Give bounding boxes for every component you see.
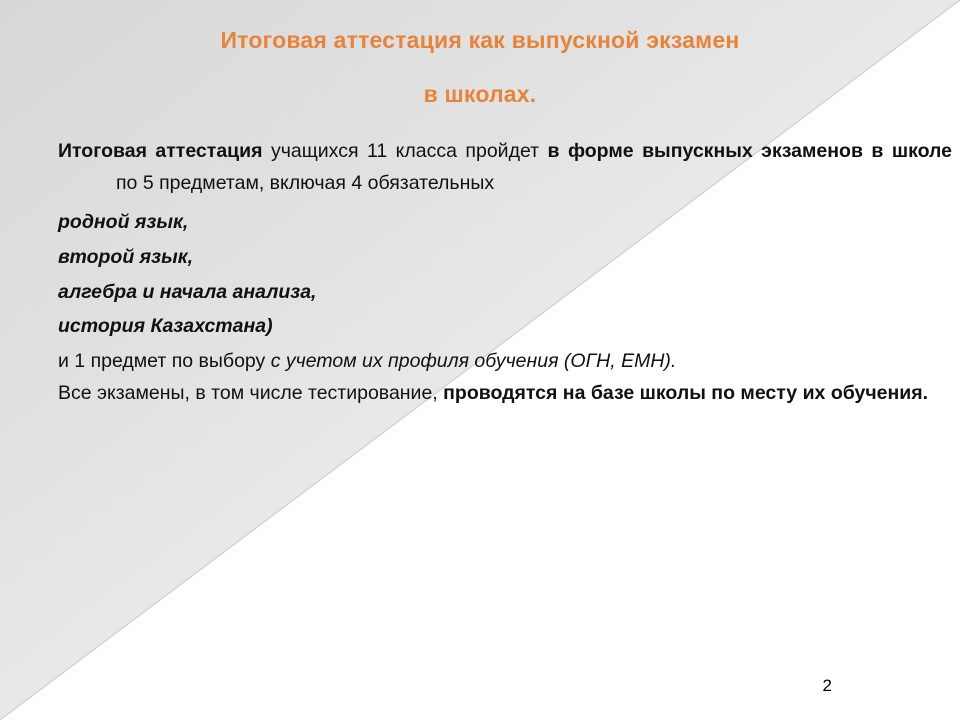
intro-bold-lead: Итоговая аттестация bbox=[58, 140, 263, 162]
subject-label: второй язык, bbox=[58, 245, 194, 268]
intro-regular-1: учащихся 11 класса пройдет bbox=[262, 140, 548, 162]
paragraph-elective bbox=[8, 346, 952, 378]
subject-label: алгебра и начала анализа, bbox=[58, 280, 317, 303]
slide-title bbox=[60, 24, 900, 112]
slide-title-line-1: Итоговая аттестация как выпускной экзамен bbox=[220, 27, 740, 53]
subject-label: история Казахстана bbox=[58, 315, 267, 338]
subject-item bbox=[8, 205, 952, 240]
subject-label: родной язык, bbox=[58, 211, 189, 234]
page-number: 2 bbox=[822, 676, 832, 695]
intro-regular-2: по 5 предметам, включая 4 обязательных bbox=[116, 171, 495, 194]
paragraph-intro bbox=[8, 136, 952, 199]
slide-body bbox=[8, 136, 952, 409]
elective-regular: и 1 предмет по выбору bbox=[58, 349, 271, 372]
subject-item bbox=[8, 240, 952, 275]
slide-title-line-2: в школах. bbox=[423, 81, 537, 108]
intro-bold-form: в форме выпускных экзаменов в школе bbox=[547, 140, 952, 162]
subject-closing-paren: ) bbox=[266, 315, 273, 338]
subject-item bbox=[8, 275, 952, 310]
elective-italic: с учетом их профиля обучения (ОГН, ЕМН). bbox=[270, 349, 677, 372]
paragraph-exams-location bbox=[8, 378, 952, 410]
subject-item bbox=[8, 309, 952, 344]
exams-regular: Все экзамены, в том числе тестирование, bbox=[58, 381, 444, 404]
exams-bold: проводятся на базе школы по месту их обучения. bbox=[443, 381, 929, 404]
